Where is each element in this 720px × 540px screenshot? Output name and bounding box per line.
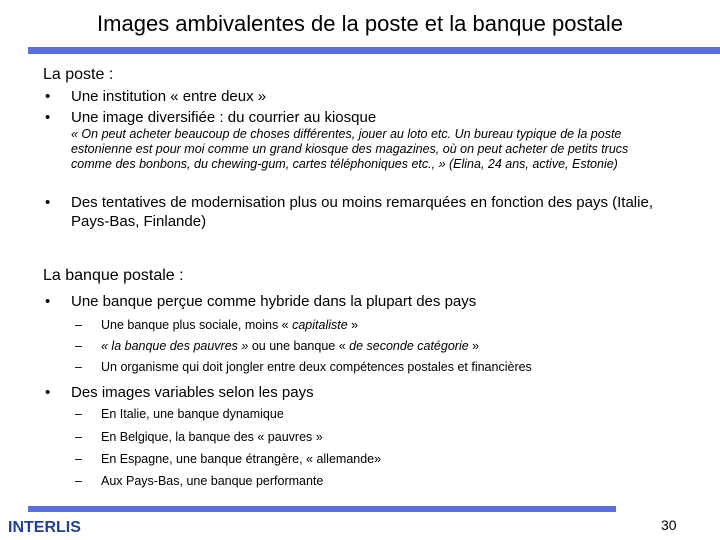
bullet-glyph: • bbox=[45, 88, 51, 105]
testimonial-quote: « On peut acheter beaucoup de choses différentes, jouer au loto etc. Un bureau typique de la poste estonienne est pour moi comme un grand kiosque des magazines, où on peut acheter de petits trucs comme des bonbons, du chewing-gum, cartes téléphoniques etc., » (Elina, 24 ans, active, Estonie) bbox=[71, 127, 629, 171]
footer-divider bbox=[28, 506, 616, 512]
bullet-glyph: • bbox=[45, 384, 51, 401]
sub-list-item-text: Un organisme qui doit jongler entre deux compétences postales et financières bbox=[101, 360, 532, 374]
sub-list-item-text: En Espagne, une banque étrangère, « allemande» bbox=[101, 452, 382, 466]
bullet-glyph: • bbox=[45, 109, 51, 126]
sub-list-item-text: En Belgique, la banque des « pauvres » bbox=[101, 430, 323, 444]
slide-title: Images ambivalentes de la poste et la banque postale bbox=[97, 11, 623, 36]
dash-glyph: – bbox=[75, 452, 82, 466]
title-divider bbox=[28, 47, 720, 54]
dash-glyph: – bbox=[75, 407, 82, 421]
section-heading-la-poste: La poste : bbox=[43, 66, 114, 83]
list-item-text: Des tentatives de modernisation plus ou moins remarquées en fonction des pays (Italie, Pays-Bas, Finlande) bbox=[71, 194, 653, 230]
dash-glyph: – bbox=[75, 318, 82, 332]
section-heading-la-banque-postale: La banque postale : bbox=[43, 267, 184, 284]
sub-list-item-text: Aux Pays-Bas, une banque performante bbox=[101, 474, 324, 488]
dash-glyph: – bbox=[75, 339, 82, 353]
sub-list-item-text: Une banque plus sociale, moins « capitaliste » bbox=[101, 318, 359, 332]
sub-list-item-text: « la banque des pauvres » ou une banque « de seconde catégorie » bbox=[101, 339, 480, 353]
page-number: 30 bbox=[661, 517, 677, 533]
list-item-text: Une institution « entre deux » bbox=[71, 88, 267, 105]
sub-list-item-text: En Italie, une banque dynamique bbox=[101, 407, 284, 421]
list-item-text: Une banque perçue comme hybride dans la plupart des pays bbox=[71, 293, 477, 310]
dash-glyph: – bbox=[75, 474, 82, 488]
bullet-glyph: • bbox=[45, 194, 51, 211]
dash-glyph: – bbox=[75, 360, 82, 374]
interlis-logo: INTERLIS bbox=[8, 519, 81, 536]
list-item-text: Une image diversifiée : du courrier au kiosque bbox=[71, 109, 377, 126]
list-item-text: Des images variables selon les pays bbox=[71, 384, 314, 401]
bullet-glyph: • bbox=[45, 293, 51, 310]
dash-glyph: – bbox=[75, 430, 82, 444]
